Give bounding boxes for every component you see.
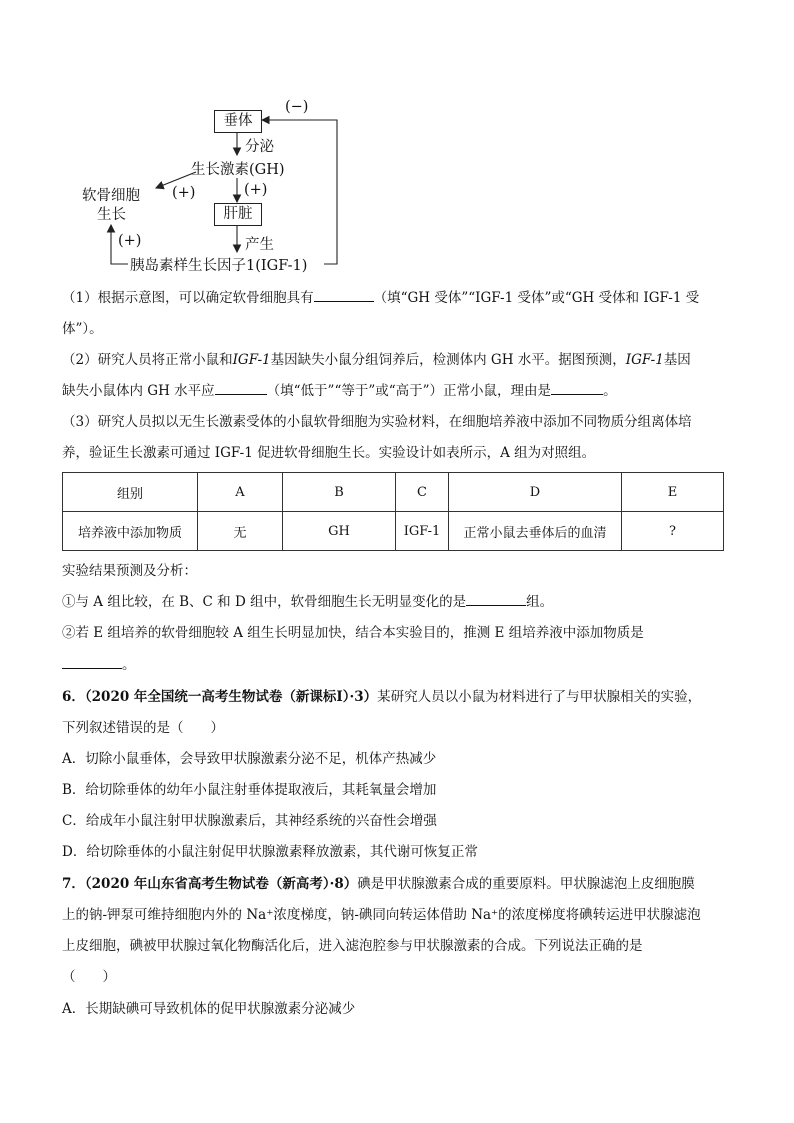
table-cell: 培养液中添加物质 — [63, 512, 198, 551]
q5-p3-line1: （3）研究人员拟以无生长激素受体的小鼠软骨细胞为实验材料，在细胞培养液中添加不同物质分组离体培 — [62, 414, 692, 430]
plus-gh-cartilage-label: (+) — [172, 185, 196, 201]
table-header-cell: C — [396, 473, 449, 512]
table-header-cell: D — [449, 473, 622, 512]
q7-stem-line2: 上的钠-钾泵可维持细胞内外的 Na⁺浓度梯度，钠-碘同向转运体借助 Na⁺的浓度梯度将碘转运进甲状腺滤泡 — [62, 907, 701, 923]
answer-blank-2[interactable] — [215, 380, 267, 395]
table-row — [63, 512, 724, 551]
q7-source: （2020 年山东省高考生物试卷（新高考）·8） — [84, 876, 358, 892]
table-header-row — [63, 473, 724, 512]
q5-p2-text-a: （2）研究人员将正常小鼠和 — [62, 352, 233, 368]
table-cell: 正常小鼠去垂体后的血清 — [449, 512, 622, 551]
produce-label: 产生 — [245, 237, 274, 253]
q5-p2-text-e: （填“低于”“等于”或“高于”）正常小鼠，理由是 — [266, 383, 552, 399]
q7-stem-text: 碘是甲状腺激素合成的重要原料。甲状腺滤泡上皮细胞膜 — [357, 876, 695, 892]
q6-option-d[interactable]: D．给切除垂体的小鼠注射促甲状腺激素释放激素，其代谢可恢复正常 — [62, 844, 478, 860]
result-title: 实验结果预测及分析： — [62, 563, 197, 579]
plus-igf-cartilage-label: (+) — [118, 233, 142, 249]
answer-blank-3[interactable] — [551, 380, 603, 395]
q7-stem-line4: （ ） — [62, 969, 116, 985]
secrete-label: 分泌 — [245, 139, 274, 155]
table-header-cell: 组别 — [63, 473, 198, 512]
table-header-cell: B — [283, 473, 396, 512]
q5-p2-text-f: 。 — [603, 383, 617, 399]
result-2-line2 — [62, 654, 136, 676]
q5-p1-tail: （填“GH 受体”“IGF-1 受体”或“GH 受体和 IGF-1 受 — [373, 290, 700, 306]
q7-stem-line3: 上皮细胞，碘被甲状腺过氧化物酶活化后，进入滤泡腔参与甲状腺激素的合成。下列说法正确的是 — [62, 938, 643, 954]
q6-stem-line2: 下列叙述错误的是（ ） — [62, 720, 224, 736]
result-1-text: ①与 A 组比较，在 B、C 和 D 组中，软骨细胞生长无明显变化的是 — [62, 594, 467, 610]
igf-label: 胰岛素样生长因子1(IGF-1) — [130, 258, 308, 274]
q5-p2-text-d: 缺失小鼠体内 GH 水平应 — [62, 383, 215, 399]
gh-label: 生长激素(GH) — [191, 162, 285, 178]
table-cell: ? — [622, 512, 724, 551]
result-1 — [62, 591, 553, 613]
answer-blank-5[interactable] — [62, 654, 122, 669]
q5-p2-line2 — [62, 380, 617, 402]
liver-box — [214, 203, 262, 226]
q5-p2-text-b: 基因缺失小鼠分组饲养后，检测体内 GH 水平。据图预测， — [270, 352, 626, 368]
q5-p2-igf-2: IGF-1 — [625, 352, 664, 368]
q7-stem-line1 — [62, 873, 695, 895]
q5-p2-line1 — [62, 349, 691, 371]
table-cell: GH — [283, 512, 396, 551]
cartilage-label-line1: 软骨细胞 — [82, 188, 140, 204]
q6-option-b[interactable]: B．给切除垂体的幼年小鼠注射垂体提取液后，其耗氧量会增加 — [62, 782, 437, 798]
pituitary-box — [214, 110, 262, 133]
result-2-tail: 。 — [122, 657, 136, 673]
cartilage-label-line2: 生长 — [97, 207, 126, 223]
result-2-line1: ②若 E 组培养的软骨细胞较 A 组生长明显加快，结合本实验目的，推测 E 组培养液中添加物质是 — [62, 625, 644, 641]
liver-label: 肝脏 — [223, 206, 253, 222]
experiment-table — [62, 472, 724, 551]
q6-number: 6． — [62, 689, 85, 705]
q5-p2-igf-1: IGF-1 — [232, 352, 271, 368]
q6-source: （2020 年全国统一高考生物试卷（新课标Ⅰ）·3） — [84, 689, 378, 705]
table-header-cell: A — [198, 473, 283, 512]
table-header-cell: E — [622, 473, 724, 512]
q7-option-a[interactable]: A．长期缺碘可导致机体的促甲状腺激素分泌减少 — [62, 1001, 356, 1017]
q7-number: 7． — [62, 876, 85, 892]
q5-p2-text-c: 基因 — [663, 352, 691, 368]
answer-blank-1[interactable] — [314, 287, 374, 302]
q6-stem-text: 某研究人员以小鼠为材料进行了与甲状腺相关的实验， — [377, 689, 702, 705]
q5-p1-line1 — [62, 287, 699, 309]
q6-option-c[interactable]: C．给成年小鼠注射甲状腺激素后，其神经系统的兴奋性会增强 — [62, 813, 437, 829]
feedback-label: (−) — [285, 99, 309, 115]
q6-option-a[interactable]: A．切除小鼠垂体，会导致甲状腺激素分泌不足，机体产热减少 — [62, 751, 437, 767]
q5-p3-line2: 养，验证生长激素可通过 IGF-1 促进软骨细胞生长。实验设计如表所示，A 组为对照组。 — [62, 445, 596, 461]
result-1-tail: 组。 — [526, 594, 554, 610]
plus-gh-liver-label: (+) — [244, 182, 268, 198]
pituitary-label: 垂体 — [223, 113, 253, 129]
q5-p1-text: （1）根据示意图，可以确定软骨细胞具有 — [62, 290, 314, 306]
table-cell: IGF-1 — [396, 512, 449, 551]
q6-stem-line1 — [62, 686, 701, 708]
answer-blank-4[interactable] — [466, 591, 526, 606]
q5-p1-line2: 体”）。 — [62, 321, 103, 337]
table-cell: 无 — [198, 512, 283, 551]
